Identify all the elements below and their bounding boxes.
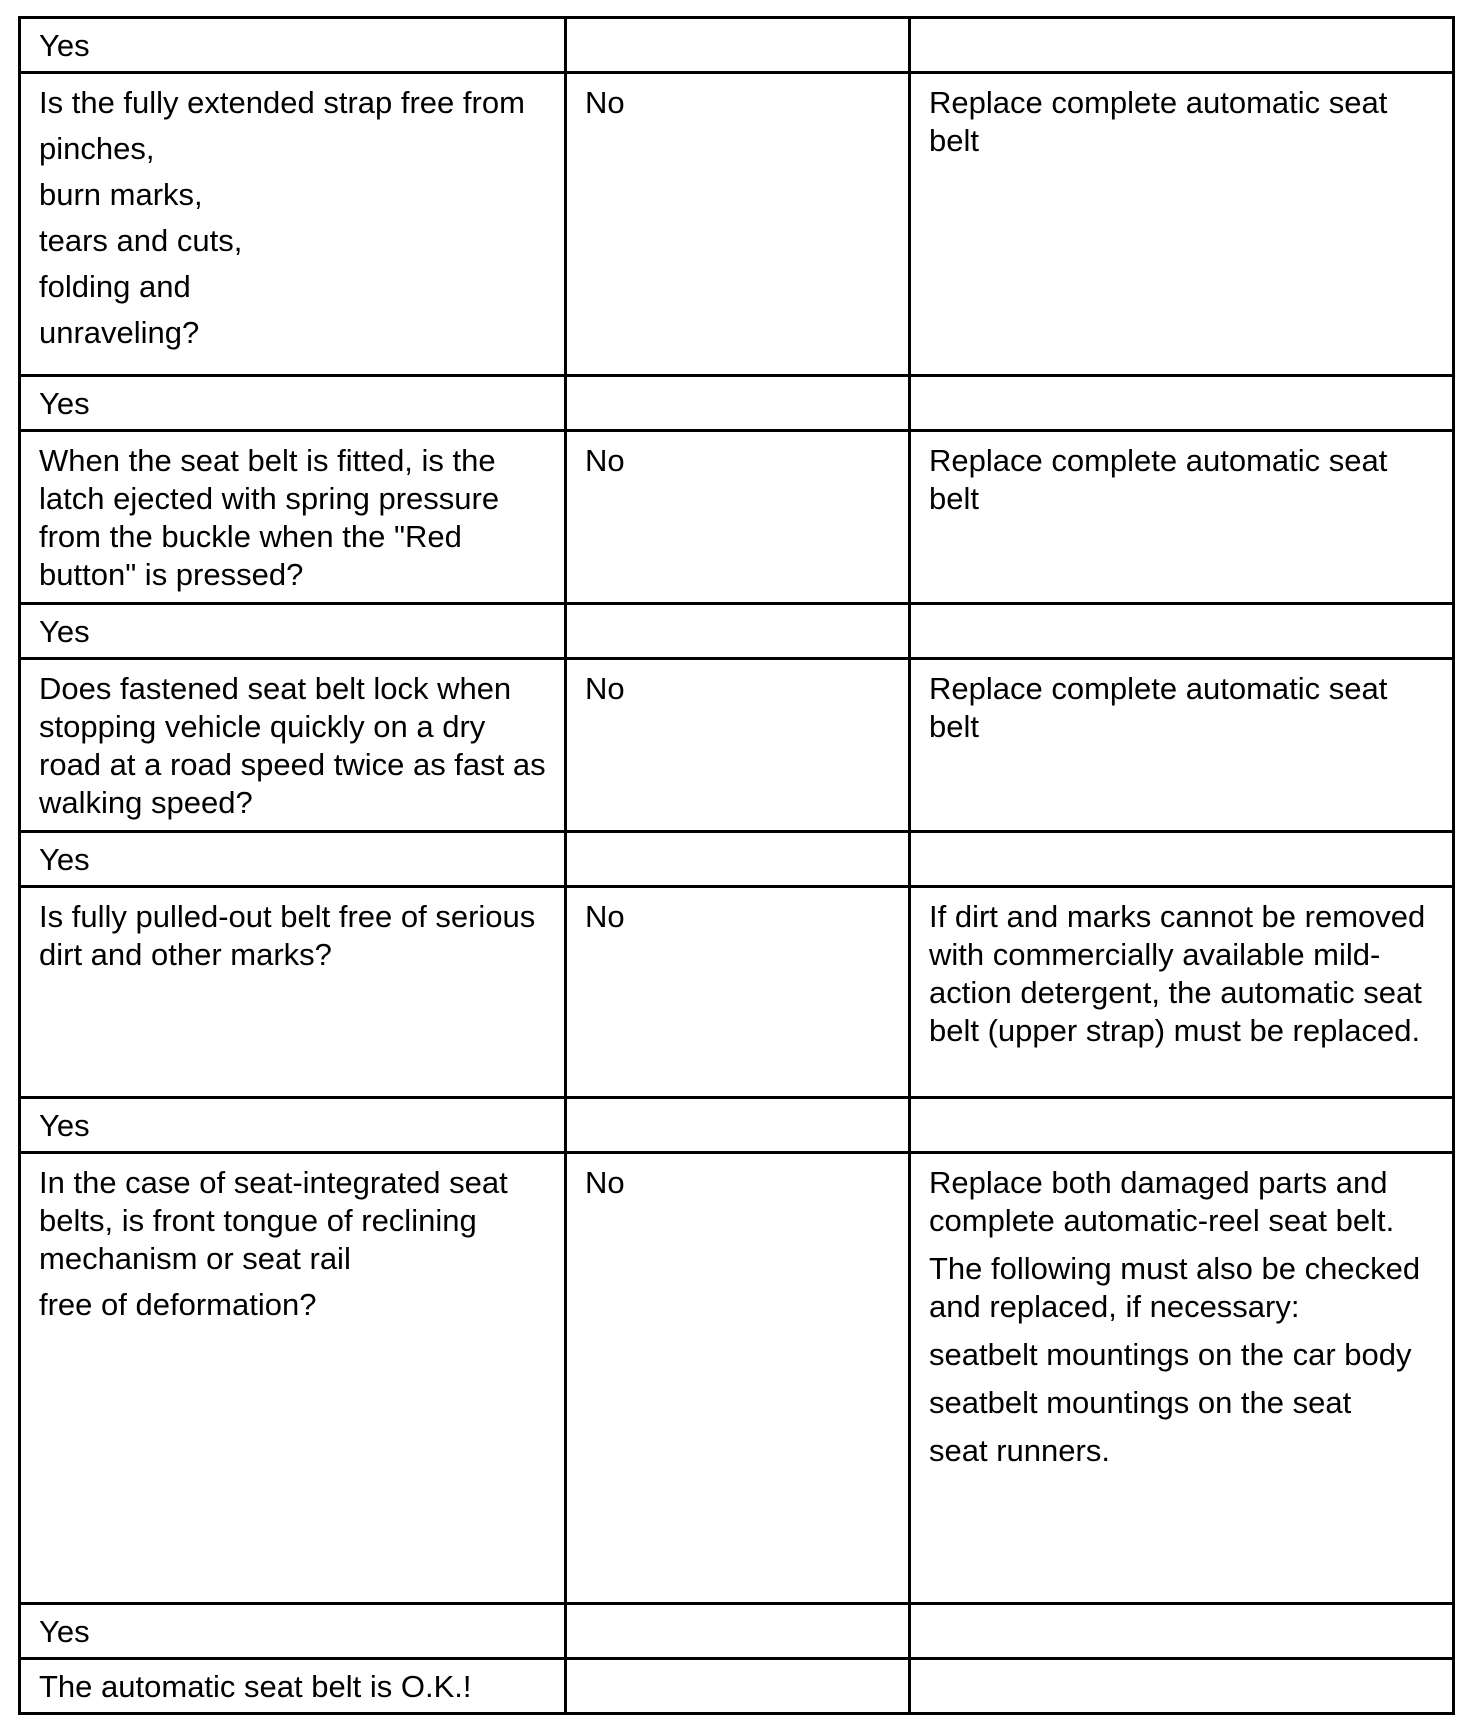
check-question — [20, 1153, 566, 1604]
table-row — [20, 376, 1454, 431]
empty-cell — [910, 376, 1454, 431]
check-action: Replace complete automatic seat belt — [910, 73, 1454, 376]
table-row — [20, 659, 1454, 832]
action-paragraph: seatbelt mountings on the car body — [929, 1337, 1412, 1372]
yes-label: Yes — [20, 1098, 566, 1153]
check-question — [20, 73, 566, 376]
empty-cell — [566, 1098, 910, 1153]
empty-cell — [566, 376, 910, 431]
table-row — [20, 1604, 1454, 1659]
empty-cell — [566, 1659, 910, 1714]
check-answer: No — [566, 659, 910, 832]
table-row — [20, 18, 1454, 73]
question-line: tears and cuts, — [39, 223, 243, 258]
check-action: Replace complete automatic seat belt — [910, 431, 1454, 604]
table-row — [20, 1153, 1454, 1604]
empty-cell — [910, 1604, 1454, 1659]
empty-cell — [910, 832, 1454, 887]
table-row — [20, 604, 1454, 659]
check-action: Replace complete automatic seat belt — [910, 659, 1454, 832]
table-row — [20, 431, 1454, 604]
question-line: Is the fully extended strap free from — [39, 85, 525, 120]
empty-cell — [566, 604, 910, 659]
check-answer: No — [566, 73, 910, 376]
question-line: unraveling? — [39, 315, 200, 350]
empty-cell — [910, 1659, 1454, 1714]
table-row — [20, 73, 1454, 376]
table-row — [20, 1659, 1454, 1714]
question-line: burn marks, — [39, 177, 203, 212]
empty-cell — [566, 1604, 910, 1659]
yes-label: Yes — [20, 604, 566, 659]
check-answer: No — [566, 887, 910, 1098]
yes-label: Yes — [20, 1604, 566, 1659]
empty-cell — [566, 18, 910, 73]
empty-cell — [910, 1098, 1454, 1153]
yes-label: Yes — [20, 832, 566, 887]
final-result: The automatic seat belt is O.K.! — [20, 1659, 566, 1714]
question-text: free of deformation? — [39, 1287, 317, 1322]
question-line: folding and — [39, 269, 191, 304]
check-question: When the seat belt is fitted, is the latch ejected with spring pressure from the buckle when the "Red button" is pressed? — [20, 431, 566, 604]
action-paragraph: seat runners. — [929, 1433, 1110, 1468]
yes-label: Yes — [20, 18, 566, 73]
table-row — [20, 887, 1454, 1098]
check-question: Does fastened seat belt lock when stopping vehicle quickly on a dry road at a road speed twice as fast as walking speed? — [20, 659, 566, 832]
check-question: Is fully pulled-out belt free of serious dirt and other marks? — [20, 887, 566, 1098]
question-line: pinches, — [39, 131, 155, 166]
empty-cell — [910, 604, 1454, 659]
seat-belt-inspection-table — [18, 16, 1455, 1715]
empty-cell — [910, 18, 1454, 73]
question-text: In the case of seat-integrated seat belts, is front tongue of reclining mechanism or seat rail — [39, 1165, 508, 1276]
action-paragraph: seatbelt mountings on the seat — [929, 1385, 1352, 1420]
yes-label: Yes — [20, 376, 566, 431]
check-action: If dirt and marks cannot be removed with commercially available mild-action detergent, the automatic seat belt (upper strap) must be replaced. — [910, 887, 1454, 1098]
action-paragraph: The following must also be checked and replaced, if necessary: — [929, 1251, 1421, 1324]
table-row — [20, 1098, 1454, 1153]
empty-cell — [566, 832, 910, 887]
table-row — [20, 832, 1454, 887]
check-answer: No — [566, 1153, 910, 1604]
action-paragraph: Replace both damaged parts and complete automatic-reel seat belt. — [929, 1165, 1395, 1238]
check-answer: No — [566, 431, 910, 604]
check-action — [910, 1153, 1454, 1604]
